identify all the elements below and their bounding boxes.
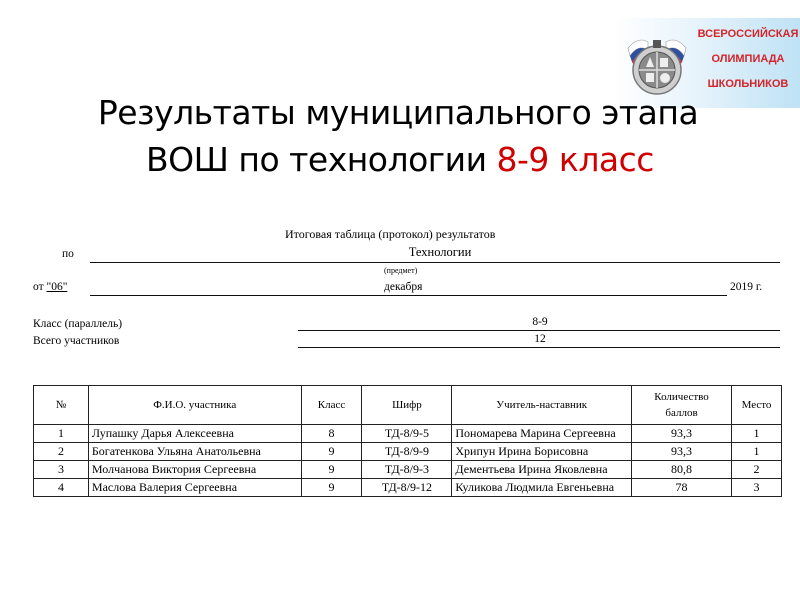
cell-place: 1: [732, 425, 782, 443]
participants-value: 12: [534, 333, 546, 345]
title-prefix: ВОШ по технологии: [146, 140, 497, 179]
cell-teacher: Пономарева Марина Сергеевна: [452, 425, 632, 443]
protocol-heading: Итоговая таблица (протокол) результатов: [285, 227, 496, 241]
logo-line-3: ШКОЛЬНИКОВ: [707, 78, 789, 90]
cell-num: 4: [34, 479, 89, 497]
cell-score: 80,8: [632, 461, 732, 479]
subject-prefix: по: [62, 248, 74, 260]
header-place: Место: [732, 386, 782, 425]
header-score-line-1: Количество: [654, 391, 709, 403]
table-header-row: [34, 386, 782, 425]
table-row: [34, 461, 782, 479]
header-num: №: [34, 386, 89, 425]
date-prefix: от: [33, 281, 44, 293]
page-title-line-2: [0, 140, 800, 179]
cell-teacher: Хрипун Ирина Борисовна: [452, 443, 632, 461]
cell-teacher: Дементьева Ирина Яковлевна: [452, 461, 632, 479]
header-grade: Класс: [301, 386, 362, 425]
header-score: [632, 386, 732, 425]
cell-code: ТД-8/9-12: [362, 479, 452, 497]
page-title-line-1: Результаты муниципального этапа: [97, 93, 699, 132]
class-value: 8-9: [532, 316, 548, 328]
header-name: Ф.И.О. участника: [88, 386, 301, 425]
cell-score: 93,3: [632, 425, 732, 443]
cell-code: ТД-8/9-5: [362, 425, 452, 443]
cell-num: 2: [34, 443, 89, 461]
cell-name: Богатенкова Ульяна Анатольевна: [88, 443, 301, 461]
participants-label: Всего участников: [33, 335, 120, 347]
table-row: [34, 479, 782, 497]
cell-score: 93,3: [632, 443, 732, 461]
cell-name: Маслова Валерия Сергеевна: [88, 479, 301, 497]
table-row: [34, 443, 782, 461]
title-accent: 8-9 класс: [496, 140, 654, 179]
cell-code: ТД-8/9-3: [362, 461, 452, 479]
cell-grade: 9: [301, 479, 362, 497]
cell-num: 3: [34, 461, 89, 479]
cell-place: 3: [732, 479, 782, 497]
logo-line-1: ВСЕРОССИЙСКАЯ: [697, 28, 799, 40]
cell-grade: 9: [301, 461, 362, 479]
cell-name: Молчанова Виктория Сергеевна: [88, 461, 301, 479]
header-teacher: Учитель-наставник: [452, 386, 632, 425]
cell-grade: 9: [301, 443, 362, 461]
cell-code: ТД-8/9-9: [362, 443, 452, 461]
cell-name: Лупашку Дарья Алексеевна: [88, 425, 301, 443]
subject-caption: (предмет): [384, 266, 418, 275]
date-row: [33, 281, 67, 293]
header-score-line-2: баллов: [665, 407, 698, 419]
subject-value: Технологии: [408, 245, 472, 259]
date-year: 2019 г.: [730, 281, 763, 293]
date-day: "06": [46, 281, 68, 293]
results-table: [33, 385, 782, 497]
cell-num: 1: [34, 425, 89, 443]
header-code: Шифр: [362, 386, 452, 425]
date-month: декабря: [384, 281, 423, 293]
olympiad-emblem-icon: [624, 28, 690, 100]
cell-place: 2: [732, 461, 782, 479]
olympiad-logo-text: [696, 18, 800, 97]
cell-grade: 8: [301, 425, 362, 443]
cell-teacher: Куликова Людмила Евгеньевна: [452, 479, 632, 497]
class-label: Класс (параллель): [33, 318, 123, 330]
logo-line-2: ОЛИМПИАДА: [711, 53, 785, 65]
cell-place: 1: [732, 443, 782, 461]
table-row: [34, 425, 782, 443]
cell-score: 78: [632, 479, 732, 497]
